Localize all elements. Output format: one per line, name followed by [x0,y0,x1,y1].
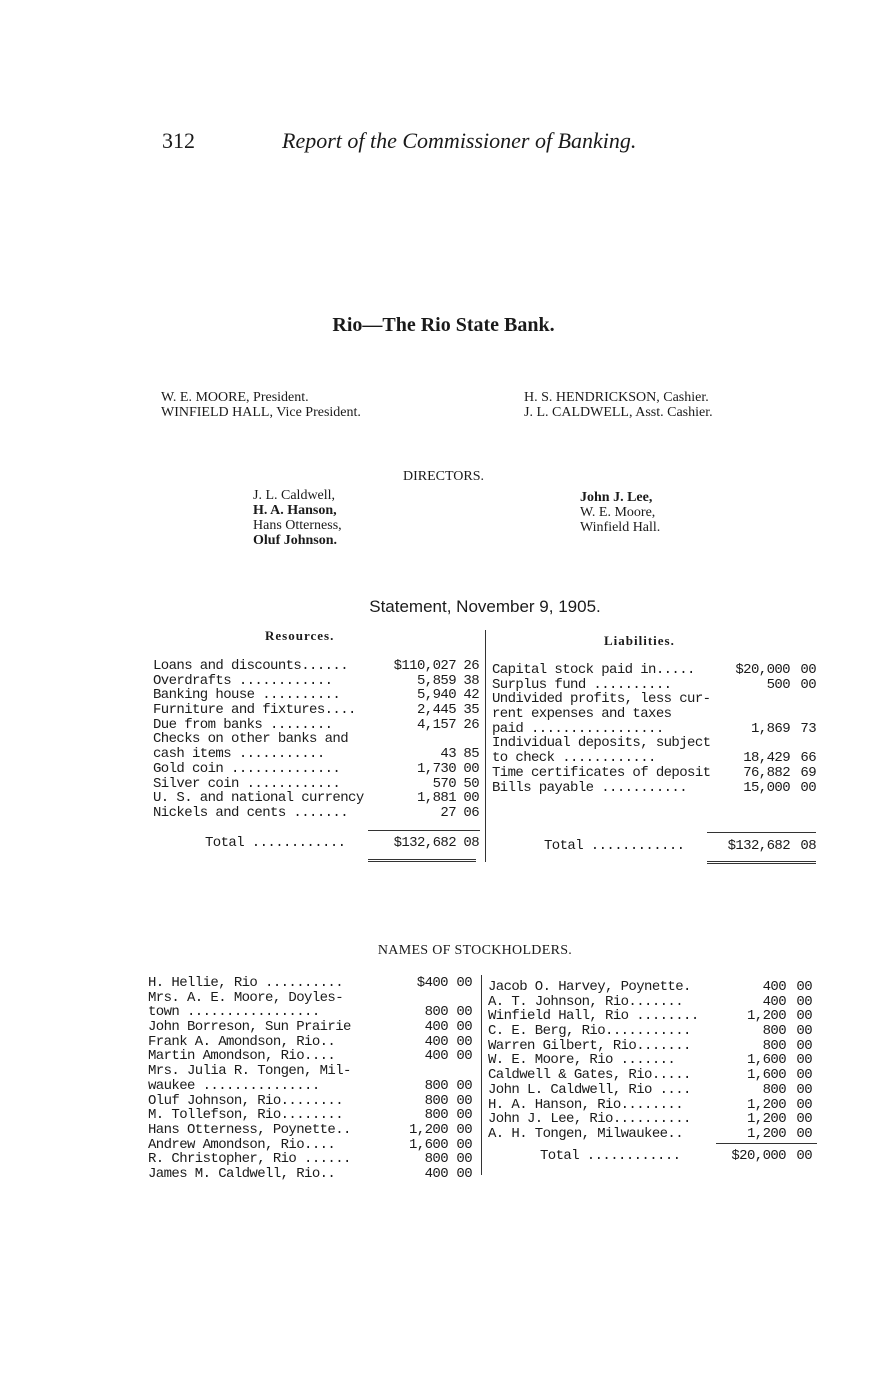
liabilities-table [492,663,822,795]
table-row [488,1053,818,1068]
table-row [488,1127,818,1142]
statement-title: Statement, November 9, 1905. [369,597,601,616]
table-row [153,806,483,821]
row-amount: 18,429 [743,750,790,767]
row-cents: 00 [796,1023,812,1040]
row-cents: 38 [463,672,479,689]
table-row [492,722,822,737]
row-label: Andrew Amondson, Rio.... [148,1136,336,1153]
table-row [148,1079,478,1094]
table-row [148,1138,478,1153]
table-row [153,703,483,718]
row-amount: 800 [424,1004,448,1021]
row-amount: 76,882 [743,764,790,781]
director: John J. Lee, [580,490,653,505]
table-row [148,1123,478,1138]
column-divider [485,630,486,862]
table-row [492,751,822,766]
table-row [148,1167,478,1182]
running-title: Report of the Commissioner of Banking. [282,128,637,153]
row-amount: 4,157 [416,716,456,733]
row-label: Undivided profits, less cur- [492,691,711,708]
stockholders-total-row [488,1149,818,1164]
row-label: Overdrafts ............ [153,672,333,689]
table-row [488,1112,818,1127]
table-row [488,1009,818,1024]
total-cents: 00 [796,1148,812,1164]
stockholders-heading: NAMES OF STOCKHOLDERS. [377,943,573,958]
row-amount: 5,940 [416,687,456,704]
row-cents: 26 [463,658,479,674]
officer-vice-president: WINFIELD HALL, Vice President. [161,405,361,420]
resources-total-rule [368,830,480,831]
table-row [153,718,483,733]
table-row [153,762,483,777]
row-amount: 1,881 [416,790,456,807]
row-label: Checks on other banks and [153,731,349,748]
row-amount: $400 [416,975,448,991]
row-label: Mrs. Julia R. Tongen, Mil- [148,1063,351,1080]
table-row [488,995,818,1010]
directors-heading: DIRECTORS. [402,469,485,484]
row-amount: 400 [424,1048,448,1065]
table-row [148,991,478,1006]
row-cents: 00 [796,1067,812,1084]
liabilities-double-rule [707,861,816,864]
table-row [492,663,822,678]
table-row [153,688,483,703]
row-label: H. A. Hanson, Rio........ [488,1096,684,1113]
row-cents: 00 [456,1019,472,1036]
total-amount: $20,000 [731,1148,786,1164]
table-row [148,1094,478,1109]
row-amount: 400 [424,1033,448,1050]
row-label: H. Hellie, Rio .......... [148,975,344,991]
table-row [148,1035,478,1050]
stockholders-right [488,980,818,1142]
row-cents: 00 [796,1125,812,1142]
resources-double-rule [368,859,476,862]
director: H. A. Hanson, [253,503,337,518]
row-amount: 800 [762,1037,786,1054]
liabilities-total-rule [707,832,816,833]
stockholders-left [148,976,478,1182]
table-row [492,736,822,751]
row-cents: 00 [456,1092,472,1109]
row-amount: 1,200 [746,1008,786,1025]
row-cents: 00 [456,1004,472,1021]
row-label: Individual deposits, subject [492,735,711,752]
row-cents: 69 [800,764,816,781]
table-row [488,1083,818,1098]
row-label: Furniture and fixtures.... [153,702,356,719]
table-row [488,1024,818,1039]
row-label: W. E. Moore, Rio ....... [488,1052,676,1069]
row-amount: 1,200 [746,1111,786,1128]
table-row [488,1098,818,1113]
row-amount: 2,445 [416,702,456,719]
row-cents: 00 [796,1081,812,1098]
table-row [488,1068,818,1083]
total-label: Total ............ [544,838,685,854]
row-cents: 26 [463,716,479,733]
total-label: Total ............ [205,835,346,851]
row-label: Jacob O. Harvey, Poynette. [488,979,691,995]
row-label: town ................. [148,1004,320,1021]
resources-heading: Resources. [265,628,335,643]
row-label: waukee ............... [148,1077,320,1094]
row-label: Martin Amondson, Rio.... [148,1048,336,1065]
total-amount: $132,682 [727,838,790,854]
row-cents: 42 [463,687,479,704]
row-cents: 06 [463,804,479,821]
row-amount: 27 [440,804,456,821]
row-label: Gold coin .............. [153,760,341,777]
row-cents: 00 [456,975,472,991]
row-cents: 00 [456,1121,472,1138]
row-label: Nickels and cents ....... [153,804,349,821]
table-row [153,659,483,674]
total-cents: 08 [463,835,479,851]
table-row [153,747,483,762]
row-label: Due from banks ........ [153,716,333,733]
resources-total-row [153,836,483,851]
row-cents: 00 [796,1111,812,1128]
row-amount: 570 [432,775,456,792]
stockholders-divider [481,975,482,1175]
row-amount: 800 [762,1081,786,1098]
row-label: C. E. Berg, Rio........... [488,1023,691,1040]
row-cents: 00 [463,790,479,807]
row-amount: 1,600 [408,1136,448,1153]
table-row [153,791,483,806]
stockholders-total-rule [716,1143,817,1144]
officer-asst-cashier: J. L. CALDWELL, Asst. Cashier. [524,405,713,420]
table-row [492,707,822,722]
row-label: Surplus fund .......... [492,676,672,693]
total-cents: 08 [800,838,816,854]
row-label: Bills payable ........... [492,779,688,796]
row-label: John J. Lee, Rio.......... [488,1111,691,1128]
row-cents: 00 [796,1052,812,1069]
director: W. E. Moore, [580,505,656,520]
row-label: Banking house .......... [153,687,341,704]
row-amount: 1,730 [416,760,456,777]
officer-president: W. E. MOORE, President. [161,390,309,405]
row-cents: 00 [800,662,816,678]
row-amount: 43 [440,746,456,763]
row-label: Silver coin ............ [153,775,341,792]
row-cents: 66 [800,750,816,767]
table-row [148,1152,478,1167]
row-amount: 1,869 [750,720,790,737]
row-amount: 400 [424,1165,448,1182]
row-label: James M. Caldwell, Rio.. [148,1165,336,1182]
row-label: Frank A. Amondson, Rio.. [148,1033,336,1050]
row-label: John L. Caldwell, Rio .... [488,1081,691,1098]
row-cents: 00 [456,1136,472,1153]
table-row [153,732,483,747]
officers-left [161,390,361,420]
row-amount: 15,000 [743,779,790,796]
row-amount: 400 [424,1019,448,1036]
table-row [153,777,483,792]
row-label: rent expenses and taxes [492,706,672,723]
row-label: to check ............ [492,750,656,767]
liabilities-total-row [492,839,822,854]
row-label: paid ................. [492,720,664,737]
officers-right [524,390,713,420]
row-cents: 00 [800,676,816,693]
table-row [148,1020,478,1035]
row-label: cash items ........... [153,746,325,763]
row-cents: 00 [456,1077,472,1094]
table-row [148,1064,478,1079]
row-cents: 50 [463,775,479,792]
row-cents: 00 [800,779,816,796]
table-row [488,980,818,995]
row-cents: 00 [456,1107,472,1124]
row-cents: 00 [796,979,812,995]
director: J. L. Caldwell, [253,488,336,503]
resources-table [153,659,483,821]
row-label: Oluf Johnson, Rio........ [148,1092,344,1109]
row-label: Capital stock paid in..... [492,662,695,678]
row-label: Caldwell & Gates, Rio..... [488,1067,691,1084]
total-label: Total ............ [540,1148,681,1164]
director: Oluf Johnson. [253,533,338,548]
bank-title: Rio—The Rio State Bank. [332,314,555,336]
row-label: Hans Otterness, Poynette.. [148,1121,351,1138]
table-row [492,692,822,707]
row-amount: 400 [762,993,786,1010]
row-amount: 1,200 [408,1121,448,1138]
row-label: Winfield Hall, Rio ........ [488,1008,699,1025]
row-amount: 500 [766,676,790,693]
row-cents: 00 [456,1048,472,1065]
table-row [148,976,478,991]
row-cents: 35 [463,702,479,719]
row-cents: 00 [796,993,812,1010]
row-label: Loans and discounts...... [153,658,349,674]
row-amount: 1,200 [746,1096,786,1113]
table-row [153,674,483,689]
total-amount: $132,682 [393,835,456,851]
row-cents: 00 [796,1037,812,1054]
row-amount: 800 [424,1151,448,1168]
row-label: R. Christopher, Rio ...... [148,1151,351,1168]
row-cents: 00 [456,1151,472,1168]
table-row [148,1049,478,1064]
row-cents: 00 [456,1033,472,1050]
directors-right [580,490,660,535]
row-amount: 1,600 [746,1067,786,1084]
table-row [148,1005,478,1020]
row-amount: 1,600 [746,1052,786,1069]
officer-cashier: H. S. HENDRICKSON, Cashier. [524,390,709,405]
row-amount: 800 [424,1107,448,1124]
table-row [492,781,822,796]
row-label: M. Tollefson, Rio........ [148,1107,344,1124]
row-amount: 400 [762,979,786,995]
row-label: A. T. Johnson, Rio....... [488,993,684,1010]
row-amount: 5,859 [416,672,456,689]
row-amount: $110,027 [393,658,456,674]
row-amount: 800 [762,1023,786,1040]
row-cents: 00 [456,1165,472,1182]
row-label: John Borreson, Sun Prairie [148,1019,351,1036]
director: Hans Otterness, [253,518,342,533]
director: Winfield Hall. [580,520,661,535]
page-number: 312 [162,128,195,153]
directors-left [253,488,342,548]
table-row [492,766,822,781]
row-label: Time certificates of deposit [492,764,711,781]
row-label: U. S. and national currency [153,790,364,807]
row-amount: 1,200 [746,1125,786,1142]
table-row [492,678,822,693]
row-amount: 800 [424,1092,448,1109]
table-row [148,1108,478,1123]
row-cents: 85 [463,746,479,763]
table-row [488,1039,818,1054]
row-cents: 00 [796,1096,812,1113]
row-label: Mrs. A. E. Moore, Doyles- [148,989,344,1006]
row-cents: 73 [800,720,816,737]
row-cents: 00 [796,1008,812,1025]
row-label: Warren Gilbert, Rio....... [488,1037,691,1054]
row-cents: 00 [463,760,479,777]
row-amount: $20,000 [735,662,790,678]
liabilities-heading: Liabilities. [604,633,675,648]
row-label: A. H. Tongen, Milwaukee.. [488,1125,684,1142]
row-amount: 800 [424,1077,448,1094]
